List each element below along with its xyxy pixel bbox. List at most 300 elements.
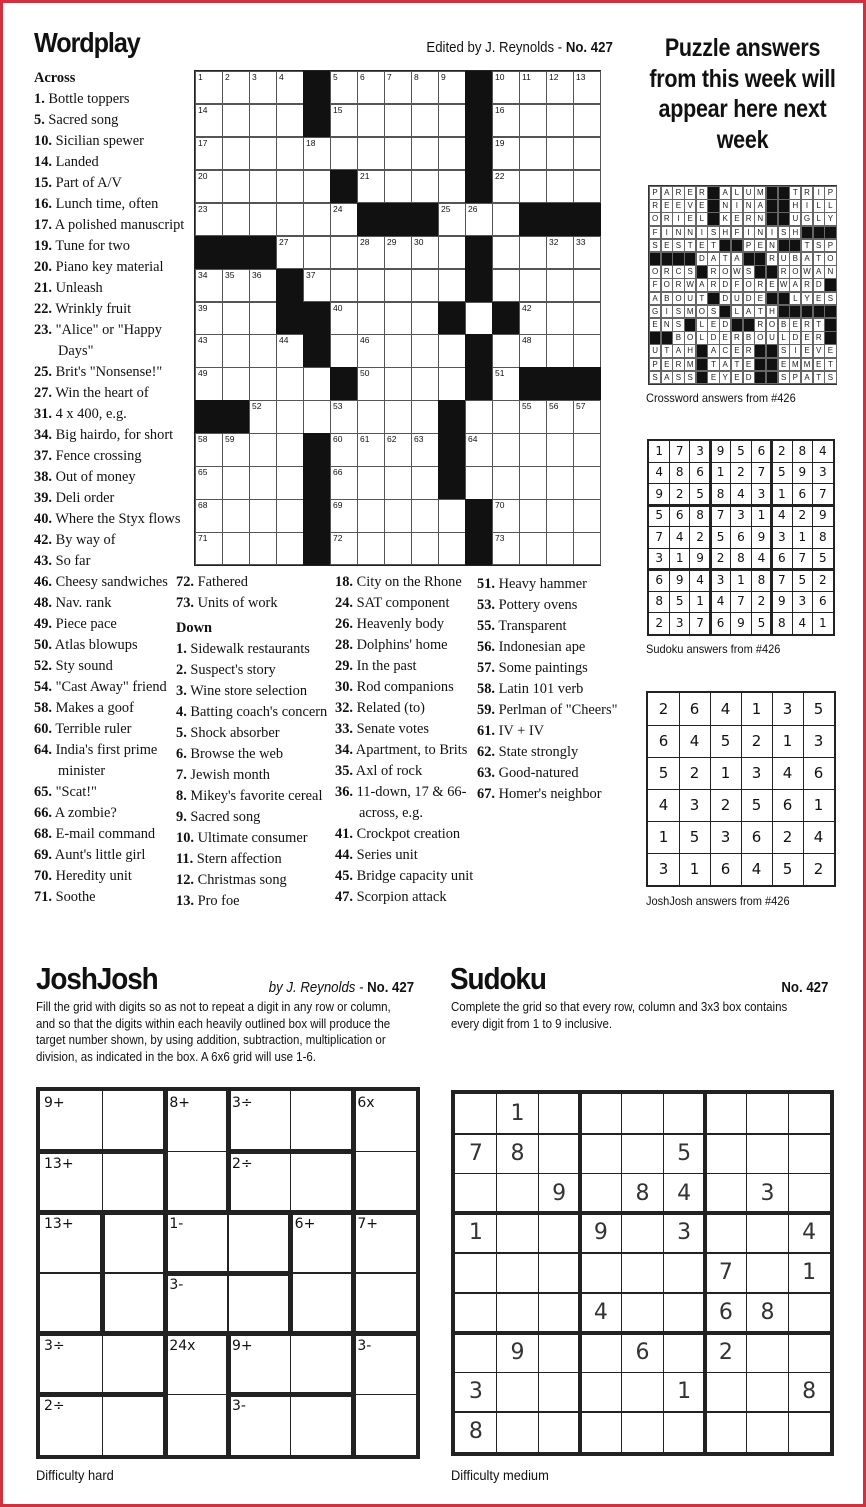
answer-letter: P [649,358,661,372]
cage-border [289,1331,356,1336]
black-square [303,334,331,367]
clue-item [34,593,184,614]
clue-text: Series unit [353,847,418,863]
clue-number-label: 68 [198,500,208,511]
cage-border [163,1271,168,1336]
crossword-cell [465,433,493,466]
clue-text: Fathered [194,574,248,590]
clue-text: Deli order [52,490,115,506]
crossword-cell [222,532,250,565]
clue-item [34,572,184,593]
crossword-cell [411,170,439,203]
grid-digit: 1 [655,444,664,458]
answer-letter: O [789,265,801,279]
black-square [438,302,466,335]
crossword-cell [357,170,385,203]
clue-text: Senate votes [353,721,429,737]
black-square [303,499,331,532]
crossword-cell [330,137,358,170]
crossword-cell [411,269,439,302]
grid-digit: 3 [751,764,762,782]
grid-digit: 2 [798,508,807,523]
crossword-cell [249,71,277,104]
clue-number-label: 15 [333,104,343,115]
answer-letter: E [813,292,825,306]
clue-number-label: 29 [387,236,397,247]
crossword-cell [384,236,412,269]
clue-text-continued: minister [58,763,106,779]
answer-letter: I [672,212,684,226]
clue-item [335,887,473,908]
grid-digit: 9 [716,444,725,458]
cage-clue: 9+ [232,1337,253,1354]
crossword-cell [519,71,547,104]
clue-number: 45. [335,868,353,884]
cage-clue: 3- [169,1277,184,1293]
black-square [789,305,801,319]
grid-digit: 4 [778,508,786,523]
cage-border [351,1392,356,1457]
crossword-cell [519,334,547,367]
cage-border [226,1392,293,1397]
crossword-cell [438,236,466,269]
answer-letter: N [684,226,696,240]
crossword-cell [195,302,223,335]
answer-letter: E [801,344,813,358]
clue-number-label: 46 [360,335,370,346]
clue-number: 71. [34,889,52,905]
cage-clue: 3÷ [44,1337,65,1354]
clue-number-label: 22 [495,170,505,181]
crossword-cell [330,302,358,335]
clue-item [176,702,327,723]
cage-border [101,1149,168,1154]
grid-digit: 4 [813,828,824,846]
sudoku-given-digit: 9 [510,1339,525,1365]
crossword-cell [195,203,223,236]
answer-letter: T [696,292,708,306]
grid-line [649,462,833,463]
clue-number-label: 62 [387,434,397,445]
clue-number-label: 6 [360,72,365,82]
answer-letter: T [707,358,719,372]
clue-number: 24. [335,595,353,611]
answer-letter: O [696,305,708,319]
cage-border [163,1271,230,1276]
crossword-cell [276,532,304,565]
grid-digit: 4 [720,700,731,718]
crossword-cell [276,203,304,236]
grid-digit: 4 [818,444,827,458]
crossword-cell [573,236,601,269]
clue-number-label: 3 [252,72,257,82]
answer-letter: Y [824,212,836,226]
black-square [438,400,466,433]
joshjosh-number: No. 427 [367,979,414,996]
crossword-cell [546,400,574,433]
clue-text: Crockpot creation [353,826,461,842]
clue-text: Shock absorber [186,725,280,741]
answer-letter: O [661,278,673,292]
crossword-cell [573,532,601,565]
grid-digit: 4 [757,551,766,566]
answer-letter: N [824,265,836,279]
answer-letter: O [684,331,696,345]
answer-letter: H [719,226,731,240]
answer-letter: B [743,331,755,345]
crossword-cell [249,302,277,335]
grid-line [788,1094,790,1452]
black-square [707,212,719,226]
answer-letter: R [754,318,766,332]
clue-number-label: 39 [198,302,208,313]
answer-letter: R [801,278,813,292]
crossword-cell [411,499,439,532]
clue-number-label: 4 [279,72,284,82]
answer-letter: T [813,252,825,266]
sudoku-instructions [451,999,787,1032]
crossword-cell [519,433,547,466]
answer-letter: L [813,199,825,213]
answer-letter: I [661,226,673,240]
crossword-cell [276,400,304,433]
crossword-cell [249,367,277,400]
crossword-cell [573,170,601,203]
down-heading: Down [176,620,212,636]
sudoku-grid [451,1090,834,1456]
black-square [766,292,778,306]
clue-text: Mikey's favorite cereal [186,788,323,804]
clue-number: 40. [34,511,52,527]
clue-number-label: 70 [495,500,505,511]
answer-letter: T [707,239,719,253]
clue-number-label: 9 [441,72,446,82]
clue-number-label: 73 [495,533,505,544]
crossword-cell [222,269,250,302]
grid-digit: 1 [757,508,766,523]
black-square [672,252,684,266]
wordplay-number: No. 427 [566,39,613,56]
sudoku-given-digit: 8 [802,1379,817,1405]
answer-letter: E [684,212,696,226]
cage-border [226,1392,231,1457]
cage-border [289,1392,356,1397]
answer-letter: L [696,318,708,332]
clue-number-label: 61 [360,434,370,445]
clue-item [34,719,184,740]
black-square [778,199,790,213]
grid-digit: 5 [778,465,786,480]
grid-digit: 1 [778,486,786,501]
clue-item [335,782,473,824]
clue-number: 62. [477,744,495,760]
clue-item [34,698,184,719]
crossword-cell [519,104,547,137]
cage-clue: 1- [169,1216,184,1233]
clue-item [335,677,473,698]
clue-number: 34. [335,742,353,758]
clue-number: 17. [34,217,52,233]
sudoku-given-digit: 3 [677,1220,692,1246]
grid-digit: 2 [658,700,669,718]
clue-number-label: 28 [360,236,370,247]
clue-number: 33. [335,721,353,737]
clue-item [477,595,617,616]
clue-text: Terrible ruler [52,721,132,737]
grid-digit: 3 [778,529,786,544]
answer-letter: E [731,371,743,385]
clue-text: Bridge capacity unit [353,868,474,884]
cage-border [226,1271,293,1276]
grid-line [770,441,773,634]
clue-number: 54. [34,679,52,695]
crossword-cell [573,269,601,302]
grid-digit: 8 [757,572,766,587]
answer-letter: R [672,358,684,372]
cage-clue: 6x [357,1095,375,1111]
clue-text: Sty sound [52,658,113,674]
cage-border [38,1331,105,1336]
answer-letter: S [649,239,661,253]
clue-number: 35. [335,763,353,779]
answers-announcement: Puzzle answers from this week will appear here next week [649,34,836,154]
clue-item [176,660,327,681]
crossword-cell [222,367,250,400]
grid-digit: 2 [689,764,700,782]
grid-line [455,1411,830,1413]
grid-line [703,1094,707,1452]
answer-letter: E [649,318,661,332]
clue-number-label: 53 [333,401,343,412]
sudoku-number: No. 427 [781,979,828,996]
clue-text: Good-natured [495,765,579,781]
clue-item [34,110,184,131]
clue-item [34,362,184,383]
grid-digit: 6 [782,796,793,814]
grid-digit: 9 [737,615,745,630]
answer-letter: R [731,331,743,345]
crossword-cell [519,269,547,302]
black-square [519,203,547,236]
cage-border [163,1331,230,1336]
crossword-cell [546,499,574,532]
clue-text: Piano key material [52,259,164,275]
clue-item [34,530,184,551]
black-square [195,400,223,433]
grid-digit: 5 [782,860,793,878]
grid-digit: 6 [716,615,725,630]
black-square [649,252,661,266]
answer-letter: E [661,199,673,213]
crossword-cell [195,71,223,104]
cage-border [351,1089,356,1154]
answer-letter: E [707,318,719,332]
crossword-cell [438,137,466,170]
joshjosh-instructions [36,999,391,1066]
clue-item [477,763,617,784]
grid-digit: 4 [696,572,704,587]
black-square [222,400,250,433]
grid-digit: 2 [818,572,827,587]
answer-letter: D [707,331,719,345]
crossword-cell [303,269,331,302]
crossword-cell [411,137,439,170]
crossword-cell [276,499,304,532]
grid-digit: 1 [751,700,762,718]
answer-letter: U [684,292,696,306]
clue-number-label: 30 [414,236,424,247]
cage-border [163,1089,168,1154]
clue-number-label: 23 [198,203,208,214]
crossword-cell [249,433,277,466]
grid-digit: 1 [716,465,725,480]
clue-number: 9. [176,809,187,825]
crossword-cell [573,71,601,104]
grid-digit: 3 [716,572,725,587]
answer-letter: L [696,331,708,345]
answer-letter: I [766,226,778,240]
clue-number-label: 34 [198,269,208,280]
answer-letter: N [766,239,778,253]
answer-letter: U [731,292,743,306]
grid-digit: 6 [675,508,684,523]
crossword-cell [546,334,574,367]
clue-item [34,803,184,824]
clue-number: 1. [34,91,45,107]
answer-letter: E [789,318,801,332]
clue-text: Sacred song [186,809,261,825]
cage-border [226,1210,293,1215]
cage-border [288,1271,293,1336]
clue-item [477,700,617,721]
answer-letter: S [813,239,825,253]
cage-border [100,1210,105,1275]
answer-letter: R [661,212,673,226]
cage-clue: 3÷ [232,1095,253,1111]
crossword-cell [222,499,250,532]
clue-text: 11-down, 17 & 66- [353,784,467,800]
grid-digit: 8 [778,615,786,630]
clue-text: Where the Styx flows [52,511,181,527]
black-square [766,199,778,213]
clue-number: 5. [34,112,45,128]
black-square [754,358,766,372]
answer-letter: U [778,252,790,266]
answer-letter: E [696,239,708,253]
clue-text: Ultimate consumer [194,830,308,846]
clue-number: 3. [176,683,187,699]
answer-letter: P [789,371,801,385]
answer-letter: Y [801,292,813,306]
cage-border [226,1150,231,1215]
crossword-cell [276,466,304,499]
cage-clue: 3- [232,1398,246,1415]
crossword-cell [357,137,385,170]
clue-item [34,677,184,698]
clue-text: A polished manuscript [52,217,185,233]
grid-digit: 5 [720,732,731,750]
joshjosh-difficulty: Difficulty hard [36,1467,114,1483]
grid-digit: 6 [818,594,827,609]
sudoku-difficulty: Difficulty medium [451,1467,549,1483]
crossword-cell [222,137,250,170]
clue-item [34,845,184,866]
clue-number: 59. [477,702,495,718]
clue-item [34,173,184,194]
answer-letter: A [649,292,661,306]
editor-credit: Edited by J. Reynolds - [426,39,567,56]
answer-letter: A [707,252,719,266]
clue-text: Makes a goof [52,700,134,716]
grid-digit: 3 [813,732,824,750]
crossword-cell [519,532,547,565]
grid-digit: 6 [751,828,762,846]
grid-digit: 8 [696,508,704,523]
black-square [719,305,731,319]
answer-letter: A [719,358,731,372]
grid-line [812,441,813,634]
crossword-cell [357,367,385,400]
clue-text: Perlman of "Cheers" [495,702,618,718]
answer-letter: E [672,199,684,213]
clue-item [477,658,617,679]
clue-number: 53. [477,597,495,613]
crossword-cell [546,269,574,302]
sudoku-title: Sudoku [450,961,546,996]
grid-line [803,693,804,885]
answer-letter: W [801,265,813,279]
black-square [276,269,304,302]
crossword-cell [384,433,412,466]
crossword-cell [492,532,520,565]
answer-letter: L [731,305,743,319]
crossword-cell [384,532,412,565]
answer-letter: R [813,331,825,345]
crossword-cell [573,433,601,466]
clue-number-label: 5 [333,72,338,82]
clue-item [34,383,184,404]
black-square [661,331,673,345]
clue-item [34,89,184,110]
black-square [249,236,277,269]
black-square [813,305,825,319]
crossword-cell [249,400,277,433]
crossword-cell [492,499,520,532]
clue-text: Brit's "Nonsense!" [52,364,163,380]
clue-text: Cheesy sandwiches [52,574,168,590]
clue-number: 46. [34,574,52,590]
wordplay-byline [427,39,613,56]
grid-digit: 3 [675,615,684,630]
clue-number: 43. [34,553,52,569]
grid-digit: 5 [675,594,684,609]
answer-letter: E [696,199,708,213]
clue-number: 72. [176,574,194,590]
crossword-cell [357,269,385,302]
clue-number-label: 58 [198,434,208,445]
crossword-cell [357,104,385,137]
clue-number: 58. [34,700,52,716]
answer-letter: T [824,358,836,372]
black-square [465,236,493,269]
clue-number: 14. [34,154,52,170]
clue-text: 4 x 400, e.g. [52,406,127,422]
clue-item [477,784,617,805]
crossword-cell [330,466,358,499]
cage-border [163,1392,168,1457]
answer-letter: R [743,212,755,226]
grid-digit: 3 [782,700,793,718]
